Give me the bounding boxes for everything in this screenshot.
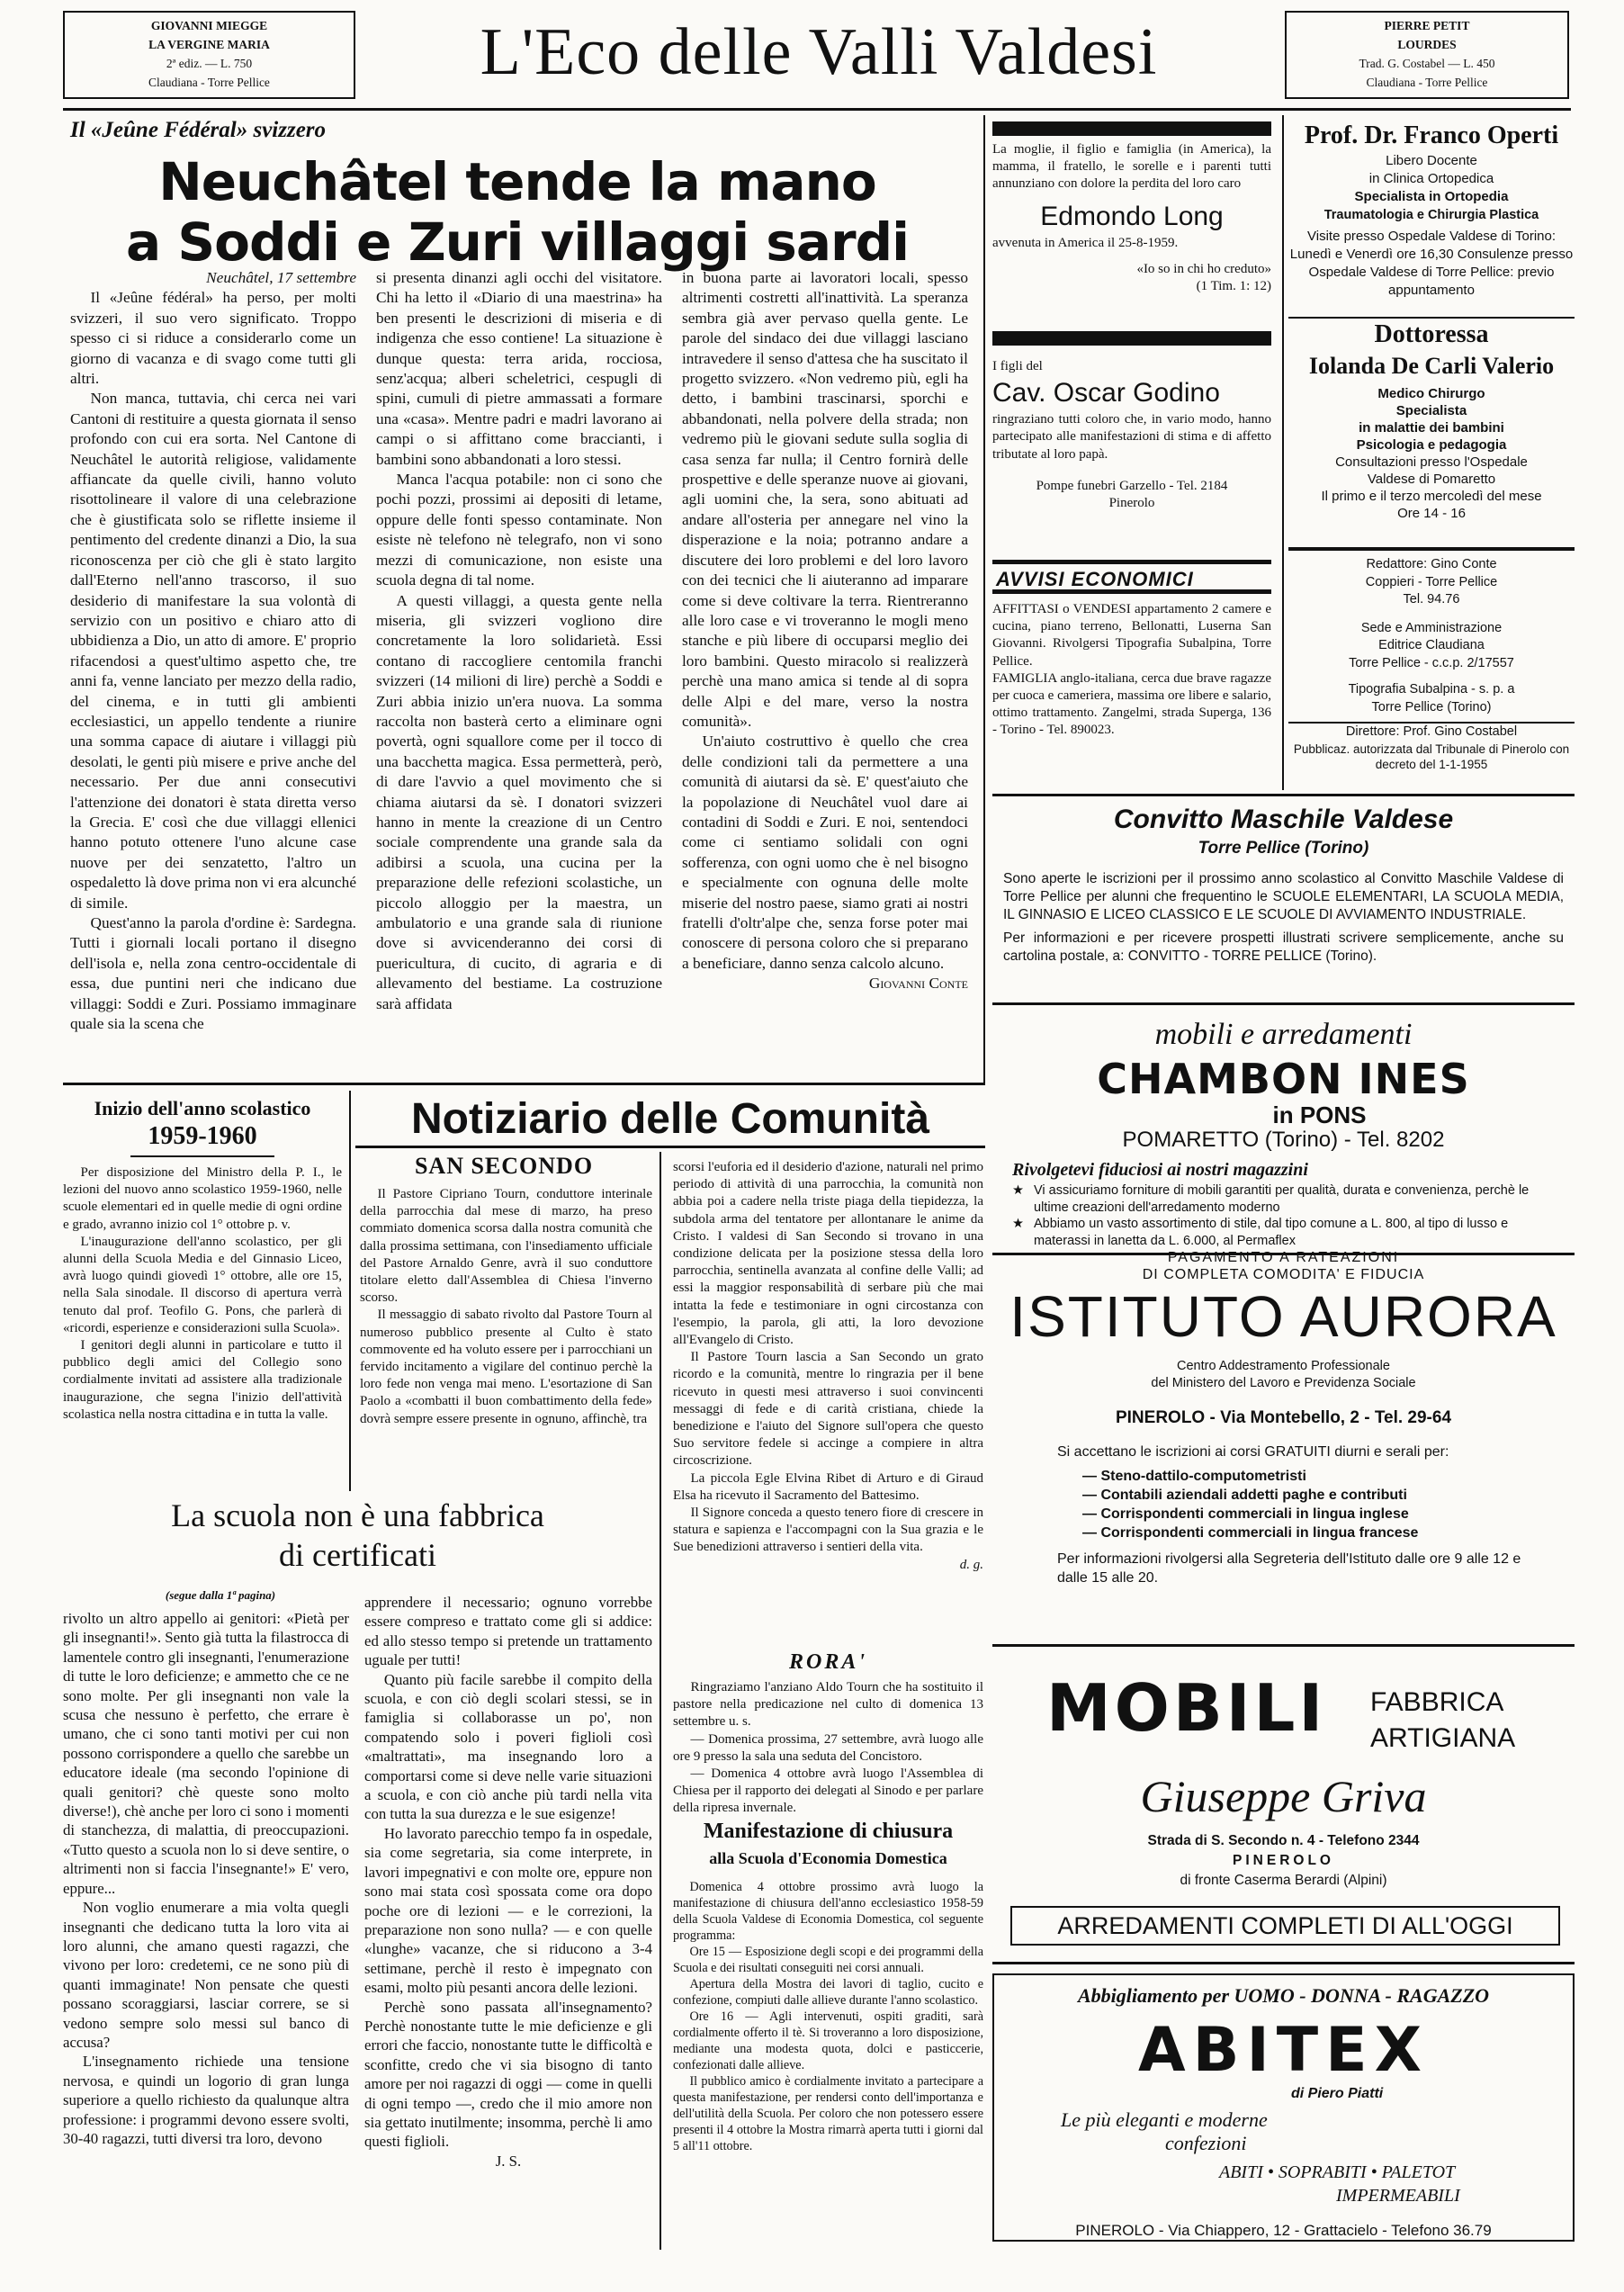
obituary-long — [992, 121, 1271, 328]
masthead-ad-right — [1285, 11, 1569, 99]
article-paragraph: Quest'anno la parola d'ordine è: Sardegna. Tutti i giornali locali portano il disegno dell'isola e, nella zona centro-occidentale di essa, due puntini neri che indicano due villaggi: Soddi e Zuri. Possiamo immaginare quale sia la scena che — [70, 914, 356, 1033]
aurora-info: Per informazioni rivolgersi alla Segreteria dell'Istituto dalle ore 9 alle 12 e dalle 15 alle 20. — [1057, 1551, 1521, 1586]
abitex-name: ABITEX — [1137, 2015, 1430, 2086]
article-headline-1: Neuchâtel tende la mano — [158, 151, 876, 212]
article-dateline: Neuchâtel, 17 settembre — [206, 269, 356, 286]
obituary-detail: avvenuta in America il 25-8-1959. — [992, 235, 1179, 250]
masthead-ad-left-line: 2ª ediz. — L. 750 — [166, 57, 253, 70]
chambon-name: CHAMBON INES — [1097, 1055, 1470, 1103]
school-year-text — [63, 1164, 342, 1424]
masthead-ad-left-line: Claudiana - Torre Pellice — [148, 76, 270, 89]
abitex-slogan: Le più eleganti e moderne — [1061, 2108, 1268, 2131]
notiziario-paragraph: — Domenica prossima, 27 settembre, avrà luogo alle ore 9 presso la sala una seduta del Concistoro. — [673, 1731, 983, 1764]
doctor-name: Iolanda De Carli Valerio — [1308, 353, 1555, 379]
article-column-1 — [70, 268, 356, 1080]
convitto-ad — [992, 794, 1575, 1005]
school-year-rule — [130, 1155, 274, 1157]
article-headline-2: a Soddi e Zuri villaggi sardi — [126, 211, 909, 273]
masthead-ad-left-line: GIOVANNI MIEGGE — [150, 19, 268, 32]
aurora-sub: Centro Addestramento Professionale — [1177, 1359, 1390, 1373]
doctor-line: in malattie dei bambini — [1359, 420, 1504, 436]
scuola-title: La scuola non è una fabbrica — [171, 1497, 544, 1533]
aurora-course-text: Corrispondenti commerciali in lingua inglese — [1100, 1506, 1409, 1522]
griva-big: MOBILI — [1046, 1670, 1327, 1746]
doctor-decarli-ad — [1288, 317, 1575, 542]
notiziario-paragraph: Il pubblico amico è cordialmente invitato a partecipare a questa manifestazione, per rendersi conto dell'importanza e dell'utilità della Scuola. Per coloro che non potessero essere presenti il 4 ottobre la Mostra rimarrà aperta tutti i giorni dal 5 all'11 ottobre. — [673, 2074, 983, 2153]
doctor-line: Specialista in Ortopedia — [1354, 189, 1509, 204]
colophon-line: Coppieri - Torre Pellice — [1365, 574, 1498, 589]
school-year-title: 1959-1960 — [148, 1122, 257, 1150]
column-rule — [1282, 115, 1284, 790]
convitto-text: Per informazioni e per ricevere prospetti illustrati scrivere semplicemente, anche su cartolina postale, a: CONVITTO - TORRE PELLICE (Torino). — [1003, 930, 1564, 964]
obituary-footer: Pompe funebri Garzello - Tel. 2184 — [1036, 478, 1228, 493]
article-paragraph: Il «Jeûne fédéral» ha perso, per molti svizzeri, il suo vero significato. Troppo spesso ci si riduce a considerarlo come un giorno di vacanza e di svago come tutti gli altri. — [70, 289, 356, 388]
doctor-line: Valdese di Pomaretto — [1367, 472, 1496, 487]
notiziario-ss-column-1 — [360, 1186, 652, 1494]
chambon-foot: PAGAMENTO A RATEAZIONI — [1167, 1250, 1400, 1265]
notiziario-paragraph: scorsi l'euforia ed il desiderio d'azione, naturali nel primo periodo di attività di una parrocchia, la comunità non abbia poi a cadere nella triste piaga della tiepidezza, la subdola arma del tentatore per allontanare le anime da Cristo. I valdesi di San Secondo si trovano in una condizione delicata per la posizione stessa della loro parrocchia, sentinella avanzata al confine delle Valli; ad essi la maggior responsabilità di serbare più che mai intatta la fede e testimoniare in ogni circostanza con l'esempio, la parola, gli atti, la loro devozione all'Evangelo di Cristo. — [673, 1160, 983, 1348]
doctor-line: Ore 14 - 16 — [1397, 506, 1466, 521]
obituary-intro: I figli del — [992, 359, 1043, 373]
doctor-line: Consultazioni presso l'Ospedale — [1335, 454, 1528, 470]
avvisi-title: AVVISI ECONOMICI — [992, 560, 1271, 594]
article-signature: Giovanni Conte — [868, 975, 968, 993]
article-paragraph: si presenta dinanzi agli occhi del visitatore. Chi ha letto il «Diario di una maestrina» ha ben presenti le descrizioni di miseria e di indigenza che esso contiene! La situazione è dunque questa: terra arida, rocciosa, senz'acqua; alberi scheletrici, cespugli di spini, cumuli di pietre ammassati a formare una «casa». Mentre padri e madri lavorano ai campi o si affittano come braccianti, i bambini sono abbandonati a loro stessi. — [376, 269, 662, 468]
star-icon: ★ — [1012, 1183, 1024, 1198]
colophon-line: Editrice Claudiana — [1378, 638, 1485, 652]
column-rule — [659, 1152, 661, 2250]
chambon-ad — [992, 1008, 1575, 1282]
notiziario-rora-text — [673, 1679, 983, 1814]
notiziario-paragraph: Ore 15 — Esposizione degli scopi e dei programmi della Scuola e dei risultati conseguiti nei corsi annuali. — [673, 1945, 983, 1975]
obituary-text: ringraziano tutti coloro che, in vario modo, hanno partecipato alle manifestazioni di stima e di affetto tributate al loro papà. — [992, 412, 1271, 462]
masthead-ad-right-line: Trad. G. Costabel — L. 450 — [1359, 57, 1495, 70]
masthead-ad-left — [63, 11, 355, 99]
article-paragraph: A questi villaggi, a questa gente nella miseria, gli svizzeri vogliono dire concretamente la loro solidarietà. Essi contano di raccogliere centomila franchi svizzeri (14 milioni di lire) perchè a Soddi e Zuri abbia inizio un'era nuova. La somma raccolta non basterà certo a eliminare ogni povertà, ogni squallore come per il tocco di una bacchetta magica. Essa permetterà, però, di dare l'avvio a quel movimento che si chiama aiutarsi da sè. I donatori svizzeri hanno in mente la creazione di un Centro sociale comprendente una grande sala da adibirsi a scuola, una cucina per la preparazione delle refezioni scolastiche, un piccolo alloggio per la maestra, un ambulatorio e una grande sala di riunione dove si avvicenderanno dei corsi di puericultura, di cucito, di agraria e di allevamento del bestiame. La costruzione sarà affidata — [376, 591, 662, 1012]
notiziario-paragraph: Apertura della Mostra dei lavori di taglio, cucito e confezione, compiuti dalle allieve durante l'anno scolastico. — [673, 1977, 983, 2008]
abitex-address: PINEROLO - Via Chiappero, 12 - Grattacielo - Telefono 36.79 — [1075, 2222, 1492, 2239]
doctor-visits: Visite presso Ospedale Valdese di Torino: Lunedì e Venerdì ore 16,30 Consulenze presso Ospedale Valdese di Torre Pellice: previo appuntamento — [1289, 229, 1574, 298]
abitex-slogan: confezioni — [1165, 2132, 1247, 2154]
aurora-ad — [992, 1264, 1575, 1647]
aurora-course: — Corrispondenti commerciali in lingua inglese — [1082, 1506, 1409, 1522]
notiziario-paragraph: La piccola Egle Elvina Ribet di Arturo e di Giraud Elsa ha ricevuto il Sacramento del Battesimo. — [673, 1470, 983, 1503]
masthead-ad-right-line: Claudiana - Torre Pellice — [1366, 76, 1488, 89]
scuola-paragraph: Ho lavorato parecchio tempo fa in ospedale, sia come segretaria, sia come interprete, in lavori impegnativi e con molte ore, eppure non sono mai stata così spossata come ora dopo poche ore di lezioni — e le correzioni, la preparazione non sono nulla? — e con quelle «lunghe» vacanze, che si riducono a 3-4 settimane, perchè il resto è impegnato con esami, molto più pesanti ancora delle lezioni. — [364, 1824, 652, 1997]
doctor-line: Medico Chirurgo — [1377, 386, 1485, 401]
article-paragraph: Un'aiuto costruttivo è quello che crea delle condizioni tali da permettere a una comunità di aiutarsi da sè. E' quest'aiuto che la popolazione di Neuchâtel vuol dare ai contadini di Soddi e Zuri. E noi, sentendoci come ci sentiamo solidali con ogni sofferenza, con ogni uomo che è nel bisogno e specialmente con ognuna delle molte miserie del nostro paese, siamo grati ai nostri fratelli d'oltr'alpe che, senza forse poter mai conoscere di persona coloro che si preparano a beneficiare, danno senza calcolo alcuno. — [682, 733, 968, 972]
notiziario-paragraph: Il messaggio di sabato rivolto dal Pastore Tourn al numeroso pubblico presente al Culto è stato commovente ed ha voluto essere per i parrocchiani un fervido incitamento a vigilare del continuo perchè la loro fede non venga mai meno. L'esortazione di San Paolo a «combatti il buon combattimento della fede» dovrà sempre essere presente in ognuno, affinchè, tra — [360, 1308, 652, 1426]
avvisi-list — [992, 601, 1271, 792]
masthead-ad-right-line: LOURDES — [1397, 38, 1457, 51]
griva-city: PINEROLO — [1233, 1853, 1334, 1868]
griva-kind: ARTIGIANA — [1370, 1723, 1516, 1753]
avvisi-item: AFFITTASI o VENDESI appartamento 2 camere e cucina, piano terreno, Bellonatti, Luserna San Giovanni. Rivolgersi Tipografia Subalpina, Torre Pellice. — [992, 602, 1271, 669]
chambon-bullet — [1012, 1216, 1564, 1249]
notiziario-paragraph: Il Pastore Tourn lascia a San Secondo un grato ricordo e la comunità, mentre lo ringrazia per il bene ricevuto in questi mesi attraverso i suoi convincenti messaggi di fede e di carità cristiana, chiede la benedizione e l'aiuto del Signore sull'opera che questo Suo servitore fedele si accinge a compiere in altra circoscrizione. — [673, 1350, 983, 1469]
masthead-rule — [63, 108, 1571, 111]
scuola-signature: J. S. — [495, 2152, 522, 2170]
scuola-column-2 — [364, 1593, 652, 2248]
doctor-line: in Clinica Ortopedica — [1368, 171, 1494, 186]
doctor-operti-ad — [1288, 120, 1575, 316]
aurora-course-text: Contabili aziendali addetti paghe e contributi — [1100, 1488, 1407, 1503]
doctor-line: Libero Docente — [1386, 153, 1477, 168]
notiziario-section-rora: RORA' — [788, 1650, 868, 1674]
column-rule — [349, 1091, 351, 1491]
griva-kind: FABBRICA — [1370, 1687, 1504, 1717]
article-paragraph: Non manca, tuttavia, chi cerca nei vari Cantoni di restituire a questa giornata il senso profondo con cui era sorta. Nel Cantone di Neuchâtel le autorità religiose, validamente affiancate da quelle civili, hanno voluto risottolineare il valore di una celebrazione che è giustificata solo se riflette insieme il pentimento del credente dinanzi a Dio, la sua riconoscenza per ciò che gli è stato largito dall'Eterno nell'anno trascorso, il suo desiderio di manifestare la sua volontà di servizio con un positivo e chiaro atto di ubbidienza a Dio, un atto di amore. E' proprio rifacendosi a quest'ultimo aspetto che, tre anni fa, venne lanciato per mezzo della radio, del cinema, e in tutti gli ambienti ecclesiastici, un appello tendente a riunire una somma capace di aiutare i villaggi più desolati, le genti più misere e prive anche del necessario. Per due anni consecutivi l'attenzione dei donatori è stata diretta verso la Grecia. E' così che due villaggi ellenici hanno potuto ottenere l'uno alcune case nuove per dei senzatetto, l'altro un ospedaletto là dove prima non vi era alcunché di simile. — [70, 390, 356, 912]
aurora-course-text: Steno-dattilo-computometristi — [1100, 1469, 1306, 1484]
article-column-2 — [376, 268, 662, 1080]
notiziario-paragraph: Ore 16 — Agli intervenuti, ospiti graditi, sarà cordialmente offerto il tè. Si troveranno a loro disposizione, mediante una modesta quota, dolci e pasticcerie, confezionati dalle allieve. — [673, 2009, 983, 2072]
school-year-paragraph: I genitori degli alunni in particolare e tutto il pubblico degli amici del Collegio sono cordialmente invitati ad assistere alla tradizionale inaugurazione, che segna l'inizio dell'attività scolastica nella nostra cittadina e in tutta la valle. — [63, 1338, 342, 1422]
scuola-paragraph: Perchè sono passata all'insegnamento? Perchè nonostante tutte le mie deficienze e gli errori che faccio, nonostante tutte le difficoltà e sconfitte, credo che vi sia bisogno di tanto amore per noi ragazzi di oggi — come in quelli di ogni tempo —, credo che il mio amore non sia gettato inutilmente; insomma, perchè li amo questi figlioli. — [364, 1998, 652, 2151]
griva-address: Strada di S. Secondo n. 4 - Telefono 2344 — [1147, 1833, 1420, 1848]
notiziario-paragraph: Il Signore conceda a questo tenero fiore di crescere in statura e sapienza e l'accompagni con la Sua grazia e le Sue benedizioni attraverso i sentieri della vita. — [673, 1506, 983, 1555]
school-year-title: Inizio dell'anno scolastico — [94, 1097, 311, 1119]
masthead-title: L'Eco delle Valli Valdesi — [480, 15, 1158, 89]
aurora-course: — Corrispondenti commerciali in lingua francese — [1082, 1525, 1419, 1541]
article-kicker: Il «Jeûne Fédéral» svizzero — [70, 118, 327, 142]
chambon-bullet-text: Vi assicuriamo forniture di mobili garantiti per qualità, durata e convenienza, perchè le ultime creazioni dell'arredamento moderno — [1034, 1183, 1530, 1215]
column-rule — [983, 115, 985, 1083]
scuola-continued: (segue dalla 1ª pagina) — [165, 1588, 276, 1602]
star-icon: ★ — [1012, 1217, 1024, 1231]
obituary-name: Cav. Oscar Godino — [992, 378, 1220, 409]
doctor-line: Psicologia e pedagogia — [1356, 437, 1507, 453]
notiziario-signature: d. g. — [959, 1557, 983, 1572]
griva-name: Giuseppe Griva — [1140, 1771, 1427, 1821]
chambon-foot: DI COMPLETA COMODITA' E FIDUCIA — [1142, 1267, 1425, 1282]
article-column-3 — [682, 268, 968, 1080]
notiziario-paragraph: — Domenica 4 ottobre avrà luogo l'Assemblea di Chiesa per il rapporto dei delegati al Sinodo e per parlare della ripresa invernale. — [673, 1766, 983, 1814]
school-year-paragraph: Per disposizione del Ministro della P. I., le lezioni del nuovo anno scolastico 1959-1960, nelle scuole elementari ed in quelle medie di ogni ordine e grado, avranno inizio col 1° ottobre p. v. — [63, 1165, 342, 1232]
article-paragraph: in buona parte ai lavoratori locali, spesso altrimenti costretti all'inattività. La speranza sembra già aver pervaso quella gente. Le parole del sindaco dei due villaggi lasciano intravedere il senso d'attesa che ha suscitato il progetto svizzero. «Non vedremo più, egli ha detto, i bambini trascinarsi, sporchi e abbandonati, nella polvere della strada; non vedremo più le giovani sedute sulla soglia di casa senza far nulla; il Centro fornirà delle prospettive e delle speranze nuove ai giovani, agli uomini che, la sera, sono abituati ad andare all'osteria per annegare nel vino la disperazione e la noia; potranno andare a discutere dei loro problemi e del loro lavoro con dei tecnici che li aiuteranno ad imparare come si deve coltivare la terra. Rientreranno alle loro case e vi troveranno le mogli meno stanche e più libere di occuparsi meglio dei loro bambini. Questo miracolo si realizzerà perchè una mano amica si tende al di sopra delle Alpi e del mare, verso la nostra comunità». — [682, 269, 968, 730]
chambon-call: Rivolgetevi fiduciosi ai nostri magazzini — [1012, 1160, 1308, 1180]
obituary-text: La moglie, il figlio e famiglia (in America), la mamma, il fratello, le sorelle e i parenti tutti annunziano con dolore la perdita del loro caro — [992, 142, 1271, 192]
abitex-items: IMPERMEABILI — [1336, 2186, 1460, 2206]
abitex-by: di Piero Piatti — [1291, 2086, 1384, 2101]
notiziario-paragraph: Ringraziamo l'anziano Aldo Tourn che ha sostituito il pastore nella predicazione nel culto di domenica 13 settembre u. s. — [673, 1680, 983, 1730]
colophon-line: Redattore: Gino Conte — [1366, 557, 1497, 571]
scuola-title: di certificati — [279, 1537, 436, 1573]
chambon-tagline: mobili e arredamenti — [1154, 1018, 1413, 1051]
notiziario-manif-title: alla Scuola d'Economia Domestica — [709, 1849, 947, 1867]
scuola-column-1 — [63, 1609, 349, 2248]
masthead-ad-right-line: PIERRE PETIT — [1384, 19, 1470, 32]
obituary-godino — [992, 331, 1271, 547]
colophon-line: Torre Pellice - c.c.p. 2/17557 — [1349, 655, 1514, 670]
scuola-paragraph: apprendere il necessario; ognuno vorrebbe essere compreso e trattato come gli si addice: ed allo stesso tempo si pretende un trattamento uguale per tutti! — [364, 1594, 652, 1669]
notiziario-section-san-secondo: SAN SECONDO — [414, 1153, 594, 1179]
abitex-top: Abbigliamento per UOMO - DONNA - RAGAZZO — [1077, 1984, 1490, 2007]
page-rule — [63, 1083, 985, 1085]
notiziario-ss-column-2 — [673, 1159, 983, 1645]
scuola-paragraph: rivolto un altro appello ai genitori: «Pietà per gli insegnanti!». Sento già tutta la filastrocca di lamentele contro gli insegnanti, l'enumerazione di tutte le loro deficienze; e ammetto che ce ne sono molte. Per gli insegnanti non vale la scusa che nessuno è perfetto, che errare è umano, che ci sono tanti motivi per cui non possono corrispondere a quello che sarebbe un educatore ideale (ma secondo l'opinione di quali genitori? chè queste sono molto diverse!), chè anche per loro ci sono i momenti di stanchezza, di malattia, di preoccupazioni. «Tutto questo a scuola non lo si deve sentire, o altrimenti non si faccia l'insegnante!» E' vero, eppure... — [63, 1610, 349, 1897]
obituary-verse: «Io so in chi ho creduto» — [1136, 261, 1271, 276]
colophon-line: Tel. 94.76 — [1403, 592, 1460, 607]
masthead-ad-left-line: LA VERGINE MARIA — [148, 38, 270, 51]
colophon — [1288, 547, 1575, 792]
doctor-line: Specialista — [1395, 403, 1467, 418]
colophon-line: Sede e Amministrazione — [1360, 620, 1503, 635]
school-year-paragraph: L'inaugurazione dell'anno scolastico, per gli alunni della Scuola Media e del Ginnasio Liceo, avrà luogo quindi giovedì 1° ottobre, alle ore 15, nella Sala sinodale. Il discorso di apertura verrà tenuto dal prof. Teofilo G. Pons, che parlerà di «ricordi, esperienze e considerazioni sulla Scuola». — [63, 1234, 342, 1335]
notiziario-paragraph: Domenica 4 ottobre prossimo avrà luogo la manifestazione di chiusura dell'anno ecclesiastico 1958-59 della Scuola Valdese di Economia Domestica, col seguente programma: — [673, 1880, 983, 1943]
chambon-bullet-text: Abbiamo un vasto assortimento di stile, dal tipo comune a L. 800, al tipo di lusso e materassi in lanetta da L. 6.000, al Permaflex — [1034, 1217, 1509, 1248]
abitex-ad — [992, 1973, 1575, 2242]
scuola-paragraph: Non voglio enumerare a mia volta quegli insegnanti che dedicano tutta la loro vita ai loro alunni, che amano questi ragazzi, che vivono per loro: credetemi, ce ne sono più di quanti immaginate! Non pensate che questi possano scoraggiarsi, lasciar correre, se si vedono sempre solo messi sul banco di accusa? — [63, 1899, 349, 2051]
griva-foot: ARREDAMENTI COMPLETI DI ALL'OGGI — [1010, 1906, 1560, 1946]
obituary-footer: Pinerolo — [1108, 496, 1155, 511]
convitto-subtitle: Torre Pellice (Torino) — [1198, 839, 1369, 858]
aurora-course: — Steno-dattilo-computometristi — [1082, 1469, 1306, 1484]
aurora-course-text: Corrispondenti commerciali in lingua francese — [1100, 1525, 1419, 1541]
notiziario-paragraph: Il Pastore Cipriano Tourn, conduttore interinale della parrocchia dal mese di marzo, ha preso commiato domenica scorsa dalla nostra comunità che dalla prossima settimana, con l'insediamento ufficiale del Pastore Arnaldo Genre, avrà il suo conduttore titolare eletto dall'Assemblea di Chiesa l'inverno scorso. — [360, 1187, 652, 1306]
griva-ad — [992, 1654, 1575, 1964]
notiziario-manif-title: Manifestazione di chiusura — [703, 1820, 954, 1843]
chambon-place: POMARETTO (Torino) - Tel. 8202 — [1122, 1128, 1445, 1152]
convitto-title: Convitto Maschile Valdese — [1113, 804, 1454, 834]
aurora-address: PINEROLO - Via Montebello, 2 - Tel. 29-64 — [1115, 1408, 1452, 1427]
doctor-line: Traumatologia e Chirurgia Plastica — [1323, 208, 1539, 222]
aurora-course: — Contabili aziendali addetti paghe e contributi — [1082, 1488, 1407, 1503]
doctor-title: Dottoressa — [1374, 320, 1489, 348]
obituary-verse-ref: (1 Tim. 1: 12) — [1196, 279, 1271, 294]
convitto-text: Sono aperte le iscrizioni per il prossimo anno scolastico al Convitto Maschile Valdese di Torre Pellice per alunni che frequentino le SCUOLE ELEMENTARI, LA SCUOLA MEDIA, IL GINNASIO E LICEO CLASSICO E LE SCUOLE DI AVVIAMENTO INDUSTRIALE. — [1003, 871, 1564, 922]
notiziario-manif-text — [673, 1879, 983, 2246]
aurora-sub: del Ministero del Lavoro e Previdenza Sociale — [1151, 1376, 1416, 1390]
chambon-bullet — [1012, 1182, 1564, 1216]
aurora-intro: Si accettano le iscrizioni ai corsi GRATUITI diurni e serali per: — [1057, 1444, 1449, 1460]
aurora-name: ISTITUTO AURORA — [1009, 1284, 1557, 1349]
article-paragraph: Manca l'acqua potabile: non ci sono che pochi pozzi, prossimi ai depositi di letame, oppure delle fonti spesso contaminate. Non esiste nè telefono nè telegrafo, non vi sono mezzi di comunicazione, non esiste una scuola degna di tal nome. — [376, 471, 662, 589]
chambon-sub: in PONS — [1272, 1101, 1367, 1128]
notiziario-title: Notiziario delle Comunità — [355, 1093, 985, 1148]
colophon-line: Direttore: Prof. Gino Costabel — [1288, 722, 1575, 742]
griva-near: di fronte Caserma Berardi (Alpini) — [1180, 1873, 1387, 1888]
scuola-paragraph: Quanto più facile sarebbe il compito della scuola, e con ciò degli scolari stessi, se in famiglia si collaborasse un po', non compatendo solo i poveri figlioli così «maltrattati», ma insegnando loro a comportarsi come si deve nelle varie situazioni a scuola, e con ciò anche più tardi nella vita con tutta la sua durezza e le sue esigenze! — [364, 1670, 652, 1823]
colophon-line: Torre Pellice (Torino) — [1371, 699, 1492, 715]
colophon-line: Pubblicaz. autorizzata dal Tribunale di Pinerolo con decreto del 1-1-1955 — [1293, 742, 1570, 771]
doctor-line: Il primo e il terzo mercoledì del mese — [1321, 489, 1542, 504]
doctor-name: Prof. Dr. Franco Operti — [1304, 121, 1559, 149]
scuola-paragraph: L'insegnamento richiede una tensione nervosa, e quindi un logorio di gran lunga superiore a quello richiesto da qualunque altra professione: i programmi devono essere svolti, 30-40 ragazzi, tutti diversi tra loro, devono — [63, 2053, 349, 2147]
abitex-items: ABITI • SOPRABITI • PALETOT — [1219, 2162, 1456, 2182]
obituary-name: Edmondo Long — [1040, 201, 1224, 231]
colophon-line: Tipografia Subalpina - s. p. a — [1348, 682, 1515, 697]
avvisi-item: FAMIGLIA anglo-italiana, cerca due brave ragazze per cuoca e cameriera, massima ore libere e salario, ottimo trattamento. Zangelmi, strada Superga, 136 - Torino - Tel. 890023. — [992, 670, 1271, 738]
